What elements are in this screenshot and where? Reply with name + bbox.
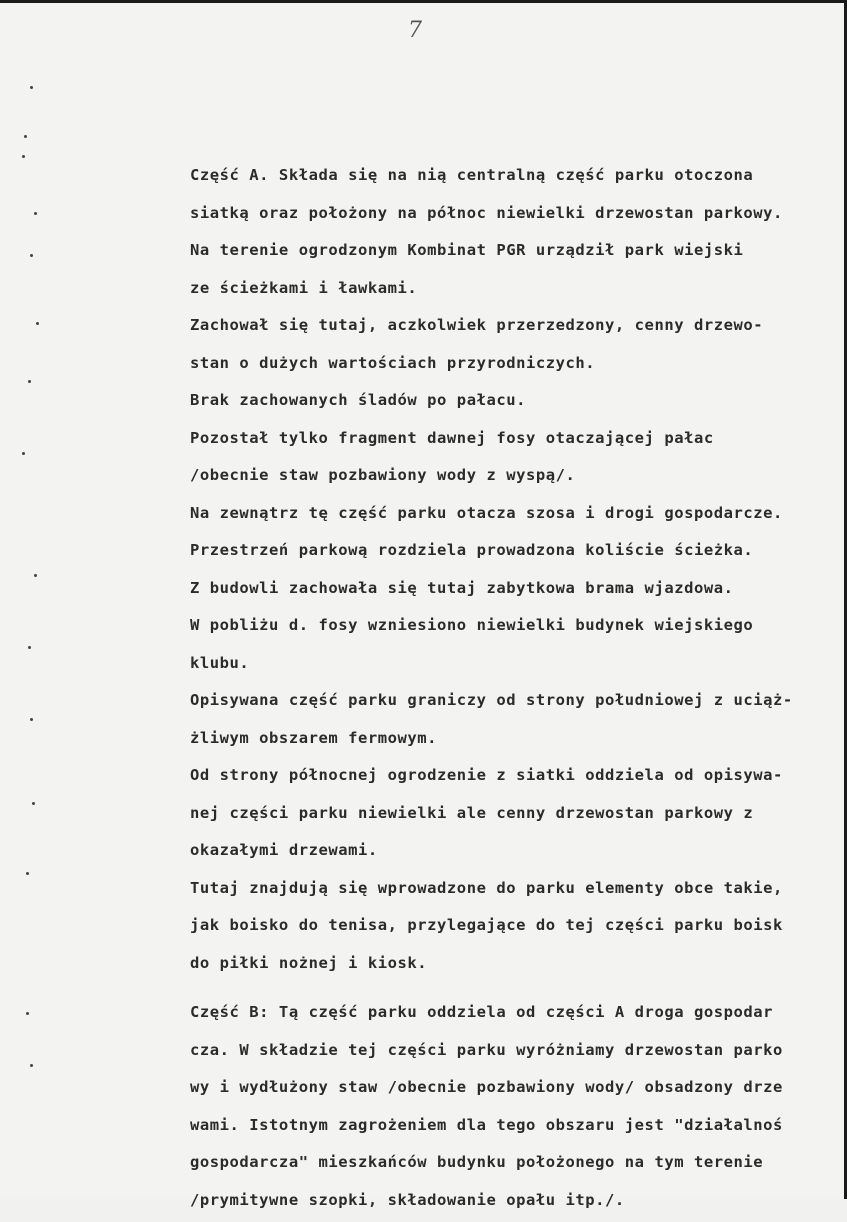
text-line: gospodarcza" mieszkańców budynku położonego na tym terenie [190,1147,840,1185]
text-line: wy i wydłużony staw /obecnie pozbawiony wody/ obsadzony drze [190,1072,840,1110]
text-line: okazałymi drzewami. [190,835,840,873]
text-line: Przestrzeń parkową rozdziela prowadzona koliście ścieżka. [190,535,840,573]
text-line: do piłki nożnej i kiosk. [190,948,840,986]
paragraph-gap [190,985,840,997]
text-line: ze ścieżkami i ławkami. [190,273,840,311]
text-line: Zachował się tutaj, aczkolwiek przerzedzony, cenny drzewo- [190,310,840,348]
text-line: Z budowli zachowała się tutaj zabytkowa brama wjazdowa. [190,573,840,611]
scan-top-border [0,0,847,3]
text-line: Brak zachowanych śladów po pałacu. [190,385,840,423]
text-line: jak boisko do tenisa, przylegające do tej części parku boisk [190,910,840,948]
text-line: wami. Istotnym zagrożeniem dla tego obszaru jest "działalnoś [190,1110,840,1148]
text-line: Część A. Składa się na nią centralną część parku otoczona [190,160,840,198]
text-line: /prymitywne szopki, składowanie opału itp./. [190,1185,840,1222]
text-line: Od strony północnej ogrodzenie z siatki oddziela od opisywa- [190,760,840,798]
text-line: siatką oraz położony na północ niewielki drzewostan parkowy. [190,198,840,236]
text-line: nej części parku niewielki ale cenny drzewostan parkowy z [190,798,840,836]
text-line: Część B: Tą część parku oddziela od części A droga gospodar [190,997,840,1035]
text-line: /obecnie staw pozbawiony wody z wyspą/. [190,460,840,498]
text-line: W pobliżu d. fosy wzniesiono niewielki budynek wiejskiego [190,610,840,648]
text-line: żliwym obszarem fermowym. [190,723,840,761]
typed-text [190,160,840,1222]
text-line: stan o dużych wartościach przyrodniczych. [190,348,840,386]
text-line: Pozostał tylko fragment dawnej fosy otaczającej pałac [190,423,840,461]
text-line: cza. W składzie tej części parku wyróżniamy drzewostan parko [190,1035,840,1073]
text-line: Na terenie ogrodzonym Kombinat PGR urządził park wiejski [190,235,840,273]
page-number: 7 [408,18,422,43]
text-line: Opisywana część parku graniczy od strony południowej z uciąż- [190,685,840,723]
text-line: Na zewnątrz tę część parku otacza szosa i drogi gospodarcze. [190,498,840,536]
text-line: klubu. [190,648,840,686]
text-line: Tutaj znajdują się wprowadzone do parku elementy obce takie, [190,873,840,911]
